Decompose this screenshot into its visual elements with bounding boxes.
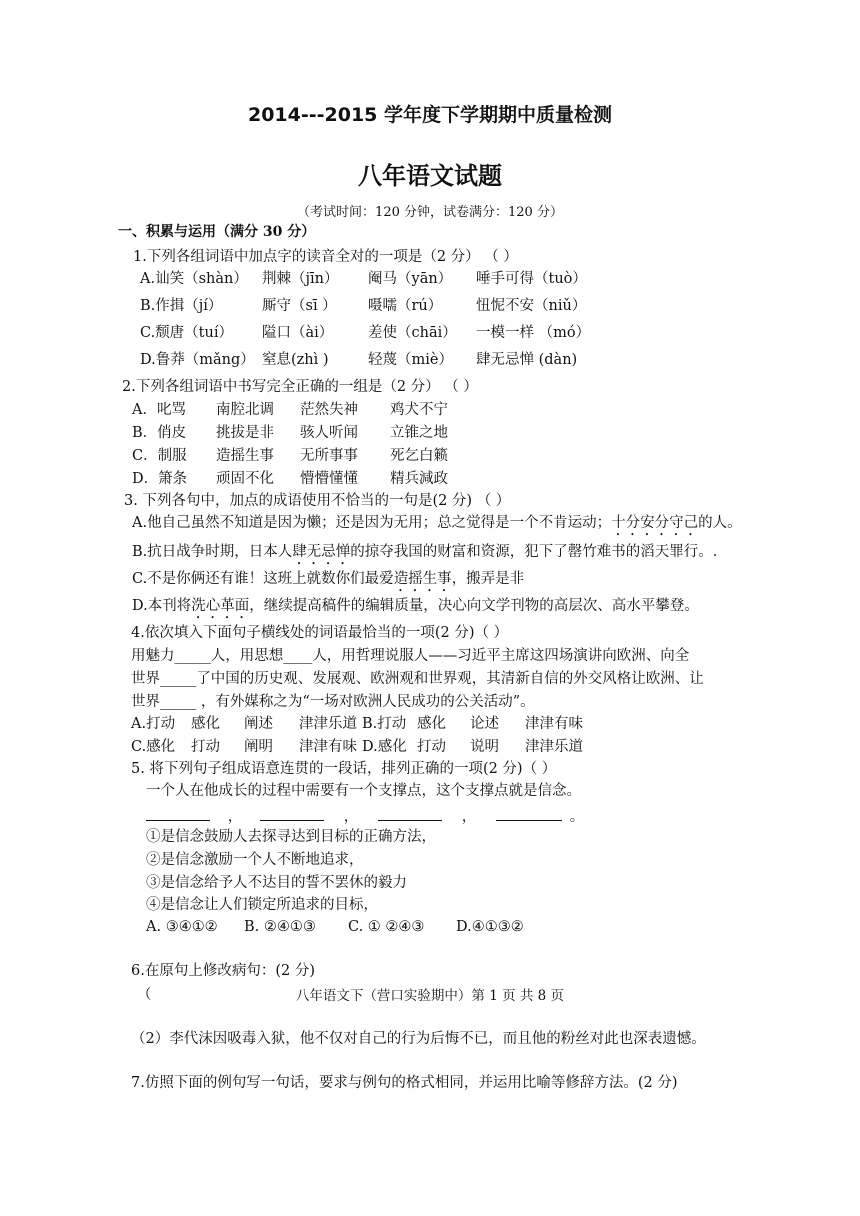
q7-stem: 7.仿照下面的例句写一句话，要求与例句的格式相同，并运用比喻等修辞方法。(2 分) xyxy=(131,1075,678,1091)
q2-cell: 立锥之地 xyxy=(390,425,448,441)
q4-stem: 4.依次填入下面句子横线处的词语最恰当的一项(2 分)（ ） xyxy=(131,625,509,641)
q1-stem: 1.下列各组词语中加点字的读音全对的一项是（2 分） （ ） xyxy=(133,249,518,265)
q5-blank-1[interactable] xyxy=(146,806,210,821)
q3-option-a xyxy=(132,514,742,539)
q2-cell: C．制服 xyxy=(132,448,187,464)
q1-cell: B.作揖（jí） xyxy=(140,298,223,314)
q5-item-2: ②是信念激励一个人不断地追求， xyxy=(146,852,364,868)
q3-a-text-end: 的人。 xyxy=(698,515,742,531)
q1-cell: 轻蔑（miè） xyxy=(368,352,453,368)
q4-passage-line-1: 用魅力_____人，用思想____人，用哲理说服人——习近平主席这四场演讲向欧洲、向全 xyxy=(131,648,690,664)
q1-row-b xyxy=(140,297,586,315)
q4-passage-line-2: 世界_____了中国的历史观、发展观、欧洲观和世界观，其清新自信的外交风格让欧洲、让 xyxy=(131,671,704,687)
q1-cell: 嗫嚅（rú） xyxy=(368,298,443,314)
q5-item-3: ③是信念给予人不达目的誓不罢休的毅力 xyxy=(146,875,407,891)
q5-stem: 5. 将下列句子组成语意连贯的一段话，排列正确的一项(2 分)（ ） xyxy=(131,761,557,777)
q2-stem: 2.下列各组词语中书写完全正确的一组是（2 分） （ ） xyxy=(122,379,478,395)
q4-word: B.打动 xyxy=(362,716,407,732)
section-1-title: 一、积累与运用（满分 30 分） xyxy=(118,224,316,240)
q4-word: D.感化 xyxy=(362,739,407,755)
q2-cell: 懵懵懂懂 xyxy=(300,471,358,487)
q2-cell: 顽固不化 xyxy=(216,471,274,487)
q4-word: 感化 xyxy=(417,716,446,732)
q3-stem: 3. 下列各句中，加点的成语使用不恰当的一句是(2 分) （ ） xyxy=(124,493,511,509)
q3-c-text: C.不是你俩还有谁！这班上就数你们最爱 xyxy=(132,571,394,587)
q3-d-text: D.本刊将 xyxy=(132,598,192,614)
q2-row-b xyxy=(132,424,448,442)
q1-cell: C.颓唐（tuí） xyxy=(140,325,233,341)
q5-answer-blanks xyxy=(146,806,592,826)
exam-info: （考试时间：120 分钟，试卷满分：120 分） xyxy=(297,205,563,220)
q5-blank-3[interactable] xyxy=(378,806,442,821)
q2-cell: 精兵減政 xyxy=(390,471,448,487)
q2-cell: 造摇生事 xyxy=(216,448,274,464)
q5-item-1: ①是信念鼓励人去探寻达到目标的正确方法， xyxy=(146,829,436,845)
q5-option: D.④①③② xyxy=(456,919,524,935)
page-footer: 八年语文下（营口实验期中）第 1 页 共 8 页 xyxy=(295,988,565,1004)
q5-option: B. ②④①③ xyxy=(244,919,316,935)
q3-b-text: B.抗日战争时期，日本人 xyxy=(132,544,293,560)
q2-row-d xyxy=(132,470,448,488)
q1-row-a xyxy=(140,270,587,288)
q1-cell: 隘口（ài） xyxy=(262,325,334,341)
q2-cell: 挑拔是非 xyxy=(216,425,274,441)
q3-d-idiom: 洗心革面 xyxy=(191,598,250,614)
q1-cell: A.讪笑（shàn） xyxy=(140,271,248,287)
q2-cell: 死乞白籁 xyxy=(390,448,448,464)
q1-row-c xyxy=(140,324,590,342)
q1-cell: 厮守（sī ） xyxy=(262,298,337,314)
q5-option: A. ③④①② xyxy=(146,919,218,935)
q1-cell: 一模一样 （mó） xyxy=(476,325,591,341)
q4-passage-line-3: 世界_____ ，有外媒称之为“一场对欧洲人民成功的公关活动”。 xyxy=(131,694,535,710)
q3-b-text-end: 的掠夺我国的财富和资源，犯下了罄竹难书的滔天罪行。. xyxy=(350,544,718,560)
q2-cell: 骇人听闻 xyxy=(300,425,358,441)
q1-cell: 荆棘（jīn） xyxy=(262,271,339,287)
q4-word: A.打动 xyxy=(131,716,176,732)
q4-options-ab xyxy=(131,715,583,733)
q4-word: 打动 xyxy=(417,739,446,755)
q5-option: C. ① ②④③ xyxy=(348,919,425,935)
q5-separator: ， xyxy=(343,809,359,825)
q4-word: 津津乐道 xyxy=(299,716,357,732)
q1-cell: 阉马（yān） xyxy=(368,271,453,287)
exam-title: 2014---2015 学年度下学期期中质量检测 xyxy=(247,104,613,126)
q5-blank-4[interactable] xyxy=(496,806,562,821)
q1-cell: 唾手可得（tuò） xyxy=(476,271,587,287)
q5-separator-end: 。 xyxy=(569,809,585,825)
q5-lead-sentence: 一个人在他成长的过程中需要有一个支撑点，这个支撑点就是信念。 xyxy=(146,783,581,799)
q1-cell: 忸怩不安（niǔ） xyxy=(476,298,587,314)
q4-word: 说明 xyxy=(470,739,499,755)
q4-word: 感化 xyxy=(191,716,220,732)
q2-cell: 茫然失神 xyxy=(300,402,358,418)
q3-b-idiom: 肆无忌惮 xyxy=(292,544,351,560)
q5-options xyxy=(146,918,524,936)
q3-option-c xyxy=(132,570,524,595)
q5-blank-2[interactable] xyxy=(260,806,324,821)
q1-row-d xyxy=(140,351,577,369)
q3-option-b xyxy=(132,543,717,568)
q4-word: 阐述 xyxy=(244,716,273,732)
q3-d-text-end: ，继续提高稿件的编辑质量，决心向文学刊物的高层次、高水平攀登。 xyxy=(249,598,699,614)
q4-word: 阐明 xyxy=(244,739,273,755)
q4-word: 津津乐道 xyxy=(525,739,583,755)
q5-separator: ， xyxy=(227,809,243,825)
q5-item-4: ④是信念让人们锁定所追求的目标， xyxy=(146,897,378,913)
q3-c-text-end: ，搬弄是非 xyxy=(451,571,525,587)
q3-c-idiom: 造摇生事 xyxy=(393,571,452,587)
q4-word: C.感化 xyxy=(131,739,176,755)
q6-item-2: （2）李代沫因吸毒入狱，他不仅对自己的行为后悔不已，而且他的粉丝对此也深表遗憾。 xyxy=(131,1031,706,1047)
q1-cell: 窒息(zhì ) xyxy=(262,352,329,368)
q1-cell: D.鲁莽（mǎng） xyxy=(140,352,255,368)
q1-cell: 差使（chāi） xyxy=(368,325,457,341)
q2-cell: A．叱骂 xyxy=(132,402,186,418)
q5-separator: ， xyxy=(461,809,477,825)
subject-title: 八年语文试题 xyxy=(358,161,502,190)
q2-cell: B．俏皮 xyxy=(132,425,187,441)
q4-word: 津津有味 xyxy=(525,716,583,732)
q3-option-d xyxy=(132,597,699,622)
q3-a-text: A.他自己虽然不知道是因为懒；还是因为无用；总之觉得是一个不肯运动； xyxy=(132,515,612,531)
q2-cell: 南腔北调 xyxy=(216,402,274,418)
q2-row-c xyxy=(132,447,448,465)
q2-row-a xyxy=(132,401,448,419)
q4-word: 津津有味 xyxy=(299,739,357,755)
q2-cell: 无所事事 xyxy=(300,448,358,464)
q4-options-cd xyxy=(131,738,583,756)
q2-cell: 鸡犬不宁 xyxy=(390,402,448,418)
q4-word: 打动 xyxy=(191,739,220,755)
q2-cell: D．箫条 xyxy=(132,471,188,487)
q6-stem: 6.在原句上修改病句：(2 分) xyxy=(131,963,315,979)
q6-open-paren: （ xyxy=(137,987,152,1003)
q3-a-idiom: 十分安分守己 xyxy=(611,515,699,531)
q1-cell: 肆无忌惮 (dàn) xyxy=(476,352,578,368)
q4-word: 论述 xyxy=(470,716,499,732)
